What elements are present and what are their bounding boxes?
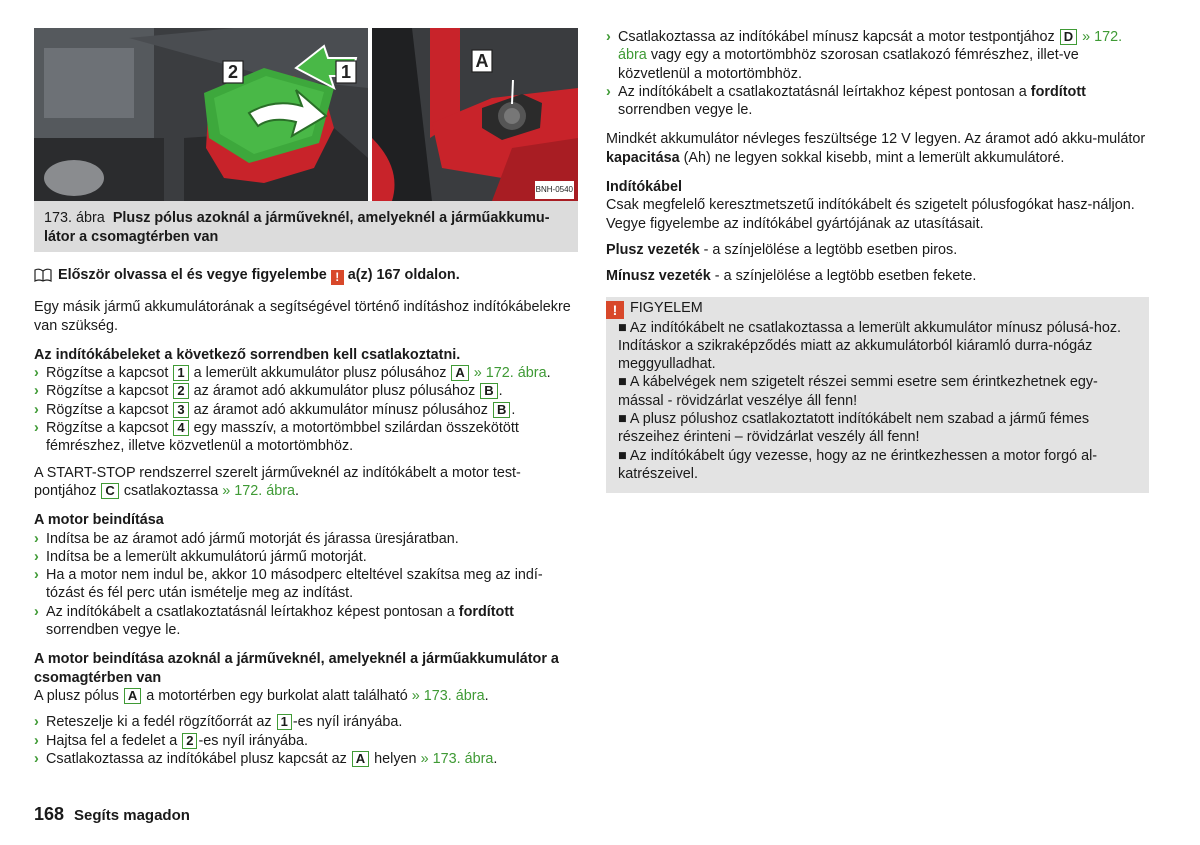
figure-173 [34, 28, 578, 252]
figure-reference[interactable]: » 173. ábra [420, 750, 494, 767]
right-column [606, 28, 1149, 493]
warning-item: ■ A kábelvégek nem szigetelt részei semmi esetre sem érintkezhetnek egy-mással - rövidzárlat veszélye áll fenn! [618, 374, 1098, 409]
book-icon [34, 268, 52, 287]
section-title: Segíts magadon [74, 807, 190, 824]
warning-item: ■ A plusz pólushoz csatlakoztatott indítókábelt nem szabad a jármű fémes részeihez érinteni – rövidzárlat veszély áll fenn! [618, 411, 1090, 446]
list-item: › Indítsa be a lemerült akkumulátorú jármű motorját. [34, 548, 367, 565]
chevron-right-icon: › [34, 567, 39, 584]
plus-wire-text: Plusz vezeték - a színjelölése a legtöbb esetben piros. [606, 241, 958, 258]
minus-wire-text: Mínusz vezeték - a színjelölése a legtöbb esetben fekete. [606, 268, 977, 285]
warning-icon: ! [331, 270, 344, 285]
chevron-right-icon: › [34, 401, 39, 418]
list-item: › Reteszelje ki a fedél rögzítőorrát az 1 -es nyíl irányába. [34, 714, 403, 731]
warning-body [606, 317, 1149, 484]
figure-photos [34, 28, 578, 201]
list-item: › Az indítókábelt a csatlakoztatásnál leírtakhoz képest pontosan a fordított sorrendben vegye le. [34, 603, 514, 639]
boot-heading: A motor beindítása azoknál a járműveknél, amelyeknél a járműakkumulátor a csomagtérben van [34, 651, 559, 686]
intro-text: Egy másik jármű akkumulátorának a segítségével történő indításhoz indítókábelekre van szükség. [34, 299, 571, 334]
chevron-right-icon: › [606, 83, 611, 100]
list-item: › Rögzítse a kapcsot 2 az áramot adó akkumulátor plusz pólusához B . [34, 383, 503, 400]
list-item: › Indítsa be az áramot adó jármű motorját és járassa üresjáratban. [34, 530, 459, 547]
list-item: › Rögzítse a kapcsot 3 az áramot adó akkumulátor mínusz pólusához B . [34, 401, 516, 418]
chevron-right-icon: › [34, 750, 39, 767]
figure-reference[interactable]: » 172. ábra [473, 365, 547, 382]
page-footer [34, 804, 190, 825]
voltage-text: Mindkét akkumulátor névleges feszültsége 12 V legyen. Az áramot adó akku-mulátor kapacitása (Ah) ne legyen sokkal kisebb, mint a lemerült akkumulátoré. [606, 131, 1146, 166]
photo-plus-pole [372, 28, 578, 201]
list-item: › Hajtsa fel a fedelet a 2 -es nyíl irányába. [34, 732, 309, 749]
list-item: › Csatlakoztassa az indítókábel mínusz kapcsát a motor testpontjához D » 172. ábra vagy egy a motortömbhöz szorosan csatlakozó fémrészhez, illet-ve közvetlenül a motortömbhöz. [606, 29, 1123, 82]
list-item: › Rögzítse a kapcsot 4 egy masszív, a motortömbbel szilárdan összekötött fémrészhez, illetve közvetlenül a motortömbhöz. [34, 420, 519, 455]
cable-text: Csak megfelelő keresztmetszetű indítókábelt és szigetelt pólusfogókat hasz-náljon. Vegye figyelembe az indítókábel gyártójának az utasításait. [606, 197, 1135, 232]
start-heading: A motor beindítása [34, 512, 164, 529]
order-heading: Az indítókábeleket a következő sorrendben kell csatlakoztatni. [34, 346, 461, 363]
chevron-right-icon: › [34, 732, 39, 749]
figure-caption [44, 209, 564, 246]
figure-reference[interactable]: » 172. ábra [618, 29, 1123, 64]
warning-box [606, 297, 1149, 494]
figure-number: 173. ábra [44, 210, 105, 226]
chevron-right-icon: › [606, 29, 611, 45]
list-item: › Ha a motor nem indul be, akkor 10 másodperc elteltével szakítsa meg az indí-tózást és fél perc után ismételje meg az indítást. [34, 567, 543, 602]
chevron-right-icon: › [34, 714, 39, 731]
figure-reference[interactable]: » 173. ábra [411, 687, 485, 704]
callout-a: A [475, 51, 489, 71]
warning-header [606, 297, 1149, 317]
warning-item: ■ Az indítókábelt ne csatlakoztassa a lemerült akkumulátor mínusz pólusá-hoz. Indításkor a szikraképződés miatt az akkumulátorból kiáramló durra-nógáz meggyulladhat. [618, 319, 1122, 373]
figure-reference[interactable]: » 172. ábra [222, 482, 296, 499]
read-first-note: Először olvassa el és vegye figyelembe ! a(z) 167 oldalon. [34, 266, 578, 287]
left-column [34, 28, 578, 768]
figure-code: BNH-0540 [535, 181, 574, 199]
list-item: › Rögzítse a kapcsot 1 a lemerült akkumulátor plusz pólusához A » 172. ábra. [34, 365, 551, 382]
figure-title: Plusz pólus azoknál a járműveknél, amelyeknél a járműakkumu-látor a csomagtérben van [44, 210, 550, 245]
page-number: 168 [34, 804, 65, 824]
warning-title: FIGYELEM [630, 299, 703, 316]
list-item: › Csatlakoztassa az indítókábel plusz kapcsát az A helyen » 173. ábra. [34, 750, 498, 767]
list-item: › Az indítókábelt a csatlakoztatásnál leírtakhoz képest pontosan a fordított sorrendben vegye le. [606, 83, 1086, 119]
chevron-right-icon: › [34, 383, 39, 400]
startstop-text: A START-STOP rendszerrel szerelt járműveknél az indítókábelt a motor test-pontjához C csatlakoztassa » 172. ábra. [34, 464, 521, 499]
chevron-right-icon: › [34, 603, 39, 620]
chevron-right-icon: › [34, 530, 39, 547]
chevron-right-icon: › [34, 548, 39, 565]
chevron-right-icon: › [34, 420, 39, 437]
chevron-right-icon: › [34, 365, 39, 382]
plus-pole-text: A plusz pólus A a motortérben egy burkolat alatt található » 173. ábra. [34, 687, 489, 704]
photo-battery-cover [34, 28, 368, 201]
callout-2: 2 [227, 62, 239, 82]
cable-heading: Indítókábel [606, 179, 682, 196]
warning-item: ■ Az indítókábelt úgy vezesse, hogy az ne érintkezhessen a motor forgó al-katrészeivel. [618, 447, 1098, 482]
callout-1: 1 [340, 62, 352, 82]
warning-icon: ! [606, 301, 624, 319]
